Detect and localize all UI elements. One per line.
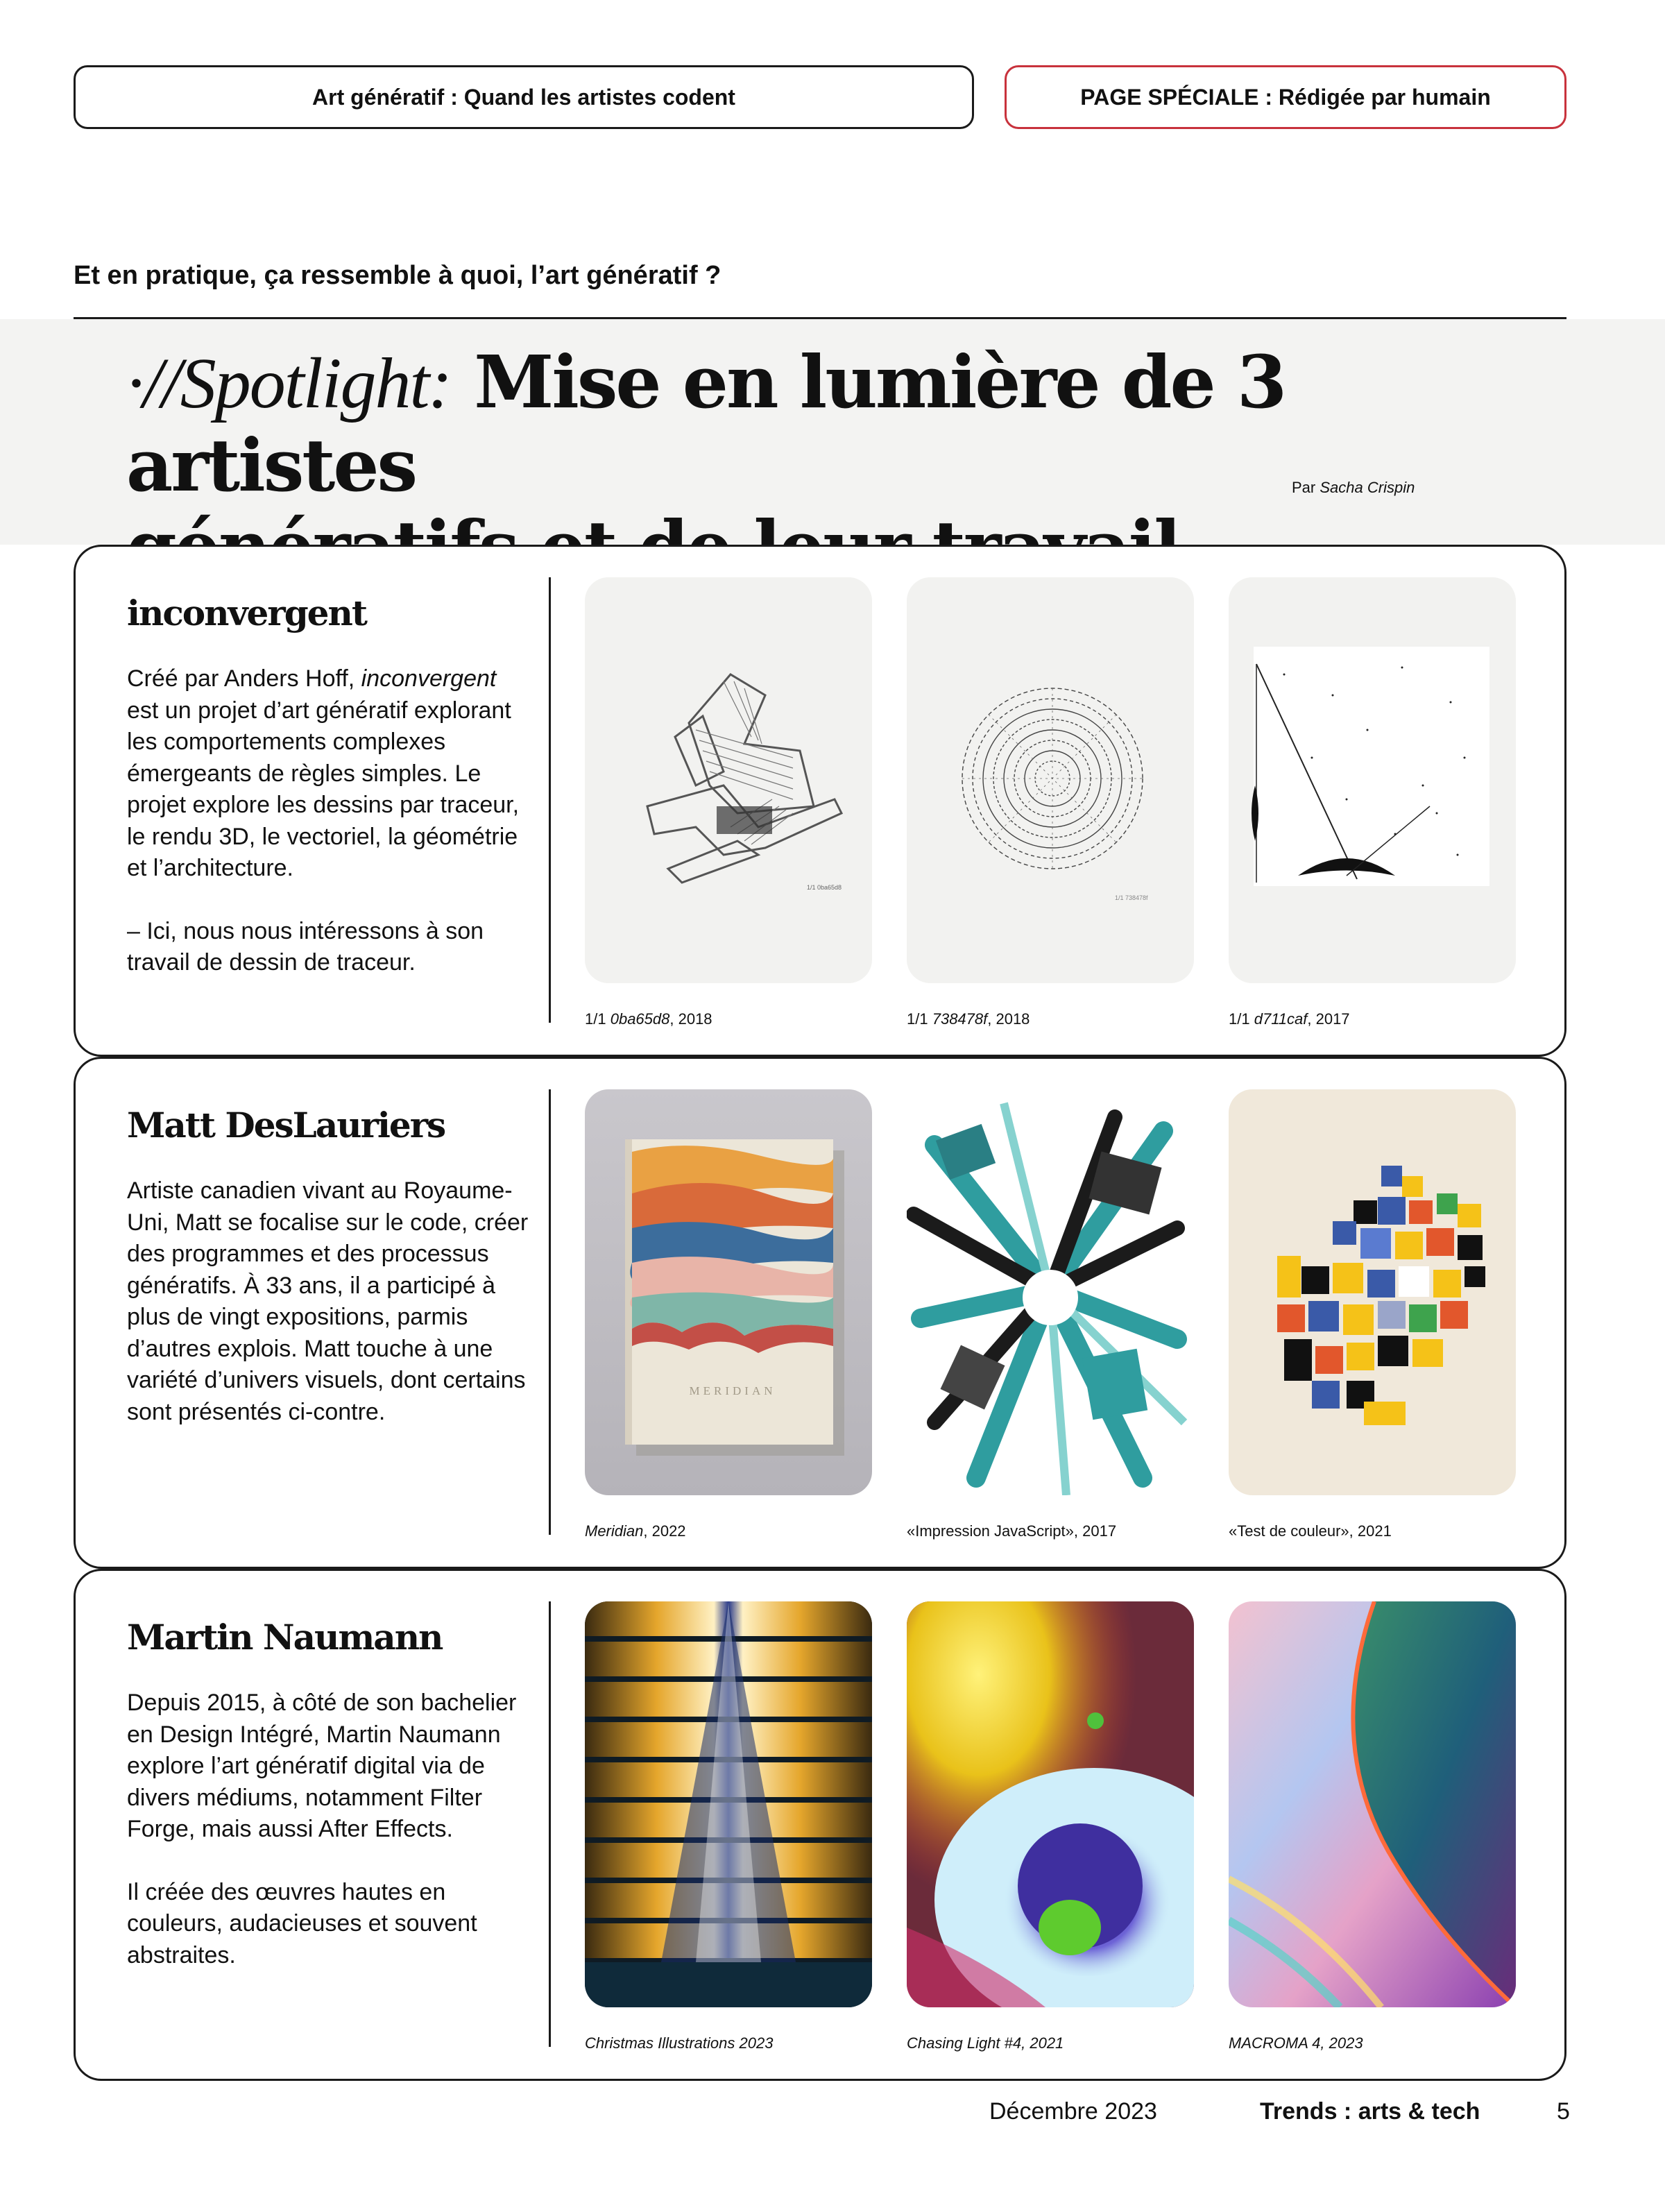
section-question: Et en pratique, ça ressemble à quoi, l’art génératif ?: [74, 261, 722, 290]
book-title: MERIDIAN: [689, 1384, 776, 1397]
artwork-image: [1229, 1601, 1516, 2007]
byline-author: Sacha Crispin: [1320, 479, 1415, 496]
artwork-image: [907, 1601, 1194, 2007]
artist-description: Artiste canadien vivant au Royaume-Uni, Matt se focalise sur le code, créer des programmes et des processus génératifs. À 33 ans, il a participé à plus de vingt expositions, parmis d’autres explois. Matt touche à une variété d’univers visuels, dont certains sont présentés ci-contre.: [127, 1177, 529, 1425]
footer-publication: Trends : arts & tech: [1260, 2098, 1480, 2125]
artwork-caption: 1/1 0ba65d8, 2018: [585, 1010, 712, 1028]
card-divider: [549, 577, 551, 1023]
artist-name: inconvergent: [127, 593, 366, 633]
artist-card-inconvergent: [74, 545, 1566, 1057]
artwork-image: [1229, 1089, 1516, 1495]
artwork-image: [1229, 577, 1516, 983]
artist-card-martin-naumann: [74, 1569, 1566, 2081]
footer-date: Décembre 2023: [989, 2098, 1157, 2125]
artwork-image: [907, 577, 1194, 983]
artwork-caption: «Test de couleur», 2021: [1229, 1522, 1392, 1540]
artist-card-matt-deslauriers: [74, 1057, 1566, 1569]
artwork-caption: MACROMA 4, 2023: [1229, 2034, 1363, 2052]
card-divider: [549, 1089, 551, 1535]
artwork-image: [585, 1089, 872, 1495]
svg-text:1/1 738478f: 1/1 738478f: [1115, 894, 1148, 901]
artwork-caption: Christmas Illustrations 2023: [585, 2034, 774, 2052]
artwork-caption: 1/1 d711caf, 2017: [1229, 1010, 1350, 1028]
headline-line-1: Mise en lumière de 3 artistes: [126, 339, 1286, 508]
artist-description: Depuis 2015, à côté de son bachelier en Design Intégré, Martin Naumann explore l’art génératif digital via de divers médiums, notamment Filter Forge, mais aussi After Effects. Il créée des œuvres hautes en couleurs, audacieuses et souvent abstraites.: [127, 1690, 517, 1968]
byline: Par Sacha Crispin: [1292, 479, 1415, 496]
artwork-image: [907, 1089, 1194, 1495]
artwork-image: [585, 1601, 872, 2007]
artist-name: Martin Naumann: [127, 1617, 443, 1658]
header-topic-pill: Art génératif : Quand les artistes codent: [74, 65, 974, 129]
artwork-caption: Meridian, 2022: [585, 1522, 686, 1540]
artist-name: Matt DesLauriers: [127, 1105, 445, 1146]
artwork-caption: «Impression JavaScript», 2017: [907, 1522, 1117, 1540]
headline-spotlight: ·//Spotlight:: [126, 343, 451, 423]
card-divider: [549, 1601, 551, 2047]
artwork-caption: 1/1 738478f, 2018: [907, 1010, 1030, 1028]
svg-text:1/1 0ba65d8: 1/1 0ba65d8: [807, 884, 842, 891]
artwork-image: [585, 577, 872, 983]
artwork-caption: Chasing Light #4, 2021: [907, 2034, 1064, 2052]
artist-description: Créé par Anders Hoff, inconvergent est un projet d’art génératif explorant les comportements complexes émergeants de règles simples. Le projet explore les dessins par traceur, le rendu 3D, le vectoriel, la géométrie et l’architecture. – Ici, nous nous intéressons à son travail de dessin de traceur.: [127, 665, 520, 976]
page-number: 5: [1557, 2098, 1570, 2125]
header-special-pill: PAGE SPÉCIALE : Rédigée par humain: [1005, 65, 1566, 129]
